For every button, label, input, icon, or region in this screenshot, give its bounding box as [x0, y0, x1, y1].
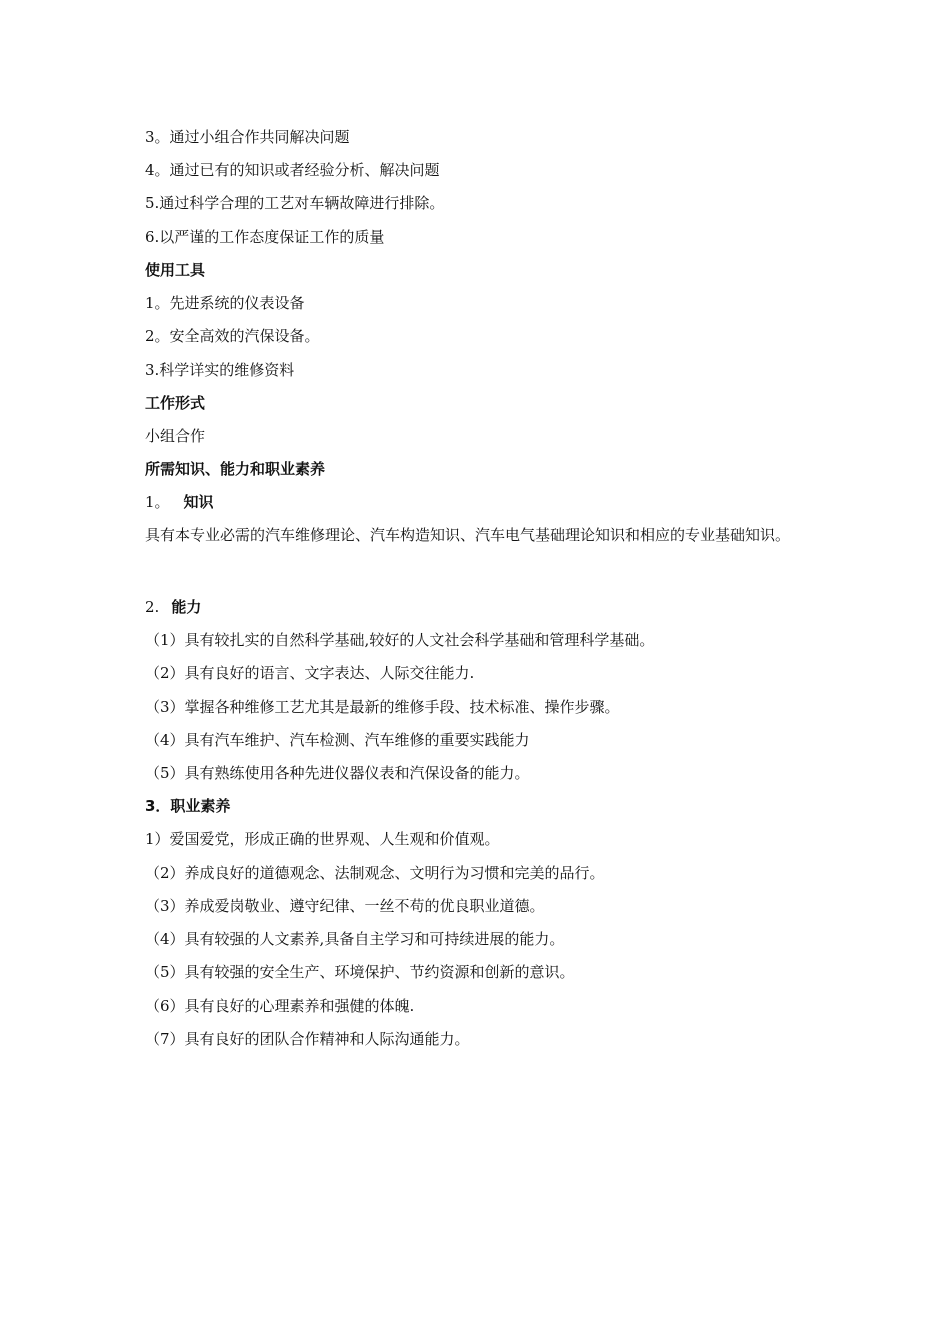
knowledge-number: 1。 [145, 493, 170, 511]
ability-item: （4）具有汽车维护、汽车检测、汽车维修的重要实践能力 [145, 731, 530, 749]
tools-item: 2。安全高效的汽保设备。 [145, 327, 320, 345]
ability-title: 能力 [171, 598, 202, 616]
quality-heading: 3．职业素养 [145, 797, 231, 815]
ability-subheading [145, 597, 201, 617]
knowledge-subheading [145, 492, 214, 512]
quality-item: （4）具有较强的人文素养,具备自主学习和可持续进展的能力。 [145, 930, 565, 948]
list-item: 4。通过已有的知识或者经验分析、解决问题 [145, 161, 440, 179]
quality-item: （2）养成良好的道德观念、法制观念、文明行为习惯和完美的品行。 [145, 864, 605, 882]
knowledge-title: 知识 [183, 493, 214, 511]
knowledge-text: 具有本专业必需的汽车维修理论、汽车构造知识、汽车电气基础理论知识和相应的专业基础知识。 [145, 526, 791, 544]
list-item: 5.通过科学合理的工艺对车辆故障进行排除。 [145, 194, 445, 212]
quality-item: （5）具有较强的安全生产、环境保护、节约资源和创新的意识。 [145, 963, 575, 981]
ability-item: （1）具有较扎实的自然科学基础,较好的人文社会科学基础和管理科学基础。 [145, 631, 655, 649]
ability-item: （3）掌握各种维修工艺尤其是最新的维修手段、技术标准、操作步骤。 [145, 698, 620, 716]
ability-item: （2）具有良好的语言、文字表达、人际交往能力. [145, 664, 475, 682]
quality-item: （3）养成爱岗敬业、遵守纪律、一丝不苟的优良职业道德。 [145, 897, 545, 915]
list-item: 6.以严谨的工作态度保证工作的质量 [145, 228, 385, 246]
tools-item: 3.科学详实的维修资料 [145, 361, 295, 379]
work-form-text: 小组合作 [145, 427, 206, 445]
quality-item: （7）具有良好的团队合作精神和人际沟通能力。 [145, 1030, 470, 1048]
ability-number: 2. [145, 598, 160, 616]
work-form-heading: 工作形式 [145, 394, 206, 412]
quality-item: 1）爱国爱党，形成正确的世界观、人生观和价值观。 [145, 830, 500, 848]
list-item: 3。通过小组合作共同解决问题 [145, 128, 350, 146]
quality-item: （6）具有良好的心理素养和强健的体魄. [145, 997, 415, 1015]
knowledge-section-heading: 所需知识、能力和职业素养 [145, 460, 326, 478]
ability-item: （5）具有熟练使用各种先进仪器仪表和汽保设备的能力。 [145, 764, 530, 782]
tools-heading: 使用工具 [145, 261, 206, 279]
tools-item: 1。先进系统的仪表设备 [145, 294, 305, 312]
